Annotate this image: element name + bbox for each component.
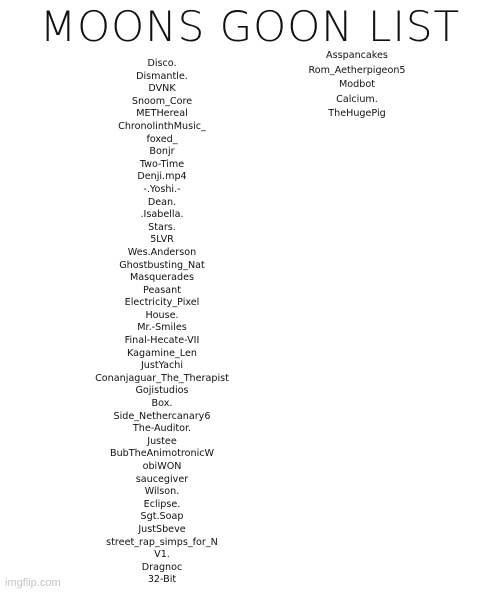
- list-item: Conanjaguar_The_Therapist: [95, 372, 229, 384]
- list-item: JustSbeve: [138, 523, 186, 535]
- list-item: street_rap_simps_for_N: [106, 536, 218, 548]
- list-item: BubTheAnimotronicW: [110, 448, 214, 460]
- list-item: Box.: [151, 398, 173, 410]
- list-item: Rom_Aetherpigeon5: [308, 64, 406, 76]
- list-item: Peasant: [143, 284, 181, 296]
- list-item: Calcium.: [336, 93, 378, 105]
- list-item: saucegiver: [135, 473, 189, 485]
- list-item: Stars.: [148, 221, 176, 233]
- list-item: Mr.-Smiles: [137, 322, 187, 334]
- list-item: Modbot: [339, 79, 375, 90]
- list-item: Snoom_Core: [131, 95, 193, 107]
- list-item: Wes.Anderson: [127, 246, 197, 258]
- list-item: Bonjr: [149, 146, 175, 158]
- list-item: -.Yoshi.-: [143, 183, 181, 195]
- list-item: ChronolinthMusic_: [118, 120, 206, 132]
- list-item: Dean.: [147, 196, 177, 208]
- list-item: Dismantle.: [136, 70, 188, 82]
- list-item: 32-Bit: [147, 574, 177, 586]
- list-item: Denji.mp4: [137, 171, 187, 183]
- list-item: House.: [145, 309, 179, 321]
- left-name-column: [62, 58, 262, 587]
- list-item: Kagamine_Len: [127, 347, 197, 359]
- list-item: foxed_: [146, 133, 178, 145]
- list-item: Masquerades: [129, 272, 195, 284]
- list-title: MOONS GOON LIST: [39, 2, 461, 51]
- list-item: Electricity_Pixel: [124, 297, 200, 309]
- list-item: Sgt.Soap: [140, 511, 184, 523]
- list-item: Ghostbusting_Nat: [119, 259, 205, 271]
- list-item: obiWON: [142, 461, 182, 472]
- list-item: Side_Nethercanary6: [113, 410, 211, 422]
- list-item: JustYachi: [140, 360, 184, 372]
- list-item: Dragnoc: [141, 561, 183, 573]
- list-item: Wilson.: [144, 486, 180, 498]
- list-item: Final-Hecate-VII: [124, 335, 200, 347]
- list-item: TheHugePig: [328, 108, 386, 119]
- imgflip-watermark: imgflip.com: [5, 577, 61, 589]
- list-item: DVNK: [148, 83, 176, 95]
- list-item: Asspancakes: [326, 50, 388, 61]
- list-item: METHereal: [136, 108, 188, 120]
- list-item: 5LVR: [150, 234, 174, 246]
- list-item: Gojistudios: [135, 385, 189, 397]
- list-item: V1.: [154, 549, 170, 561]
- list-item: .Isabella.: [140, 209, 184, 221]
- list-item: Two-Time: [139, 158, 185, 170]
- list-item: Eclipse.: [143, 498, 181, 510]
- right-name-column: [257, 49, 457, 122]
- list-item: The-Auditor.: [132, 423, 192, 435]
- list-item: Disco.: [147, 58, 177, 69]
- list-item: Justee: [147, 435, 177, 447]
